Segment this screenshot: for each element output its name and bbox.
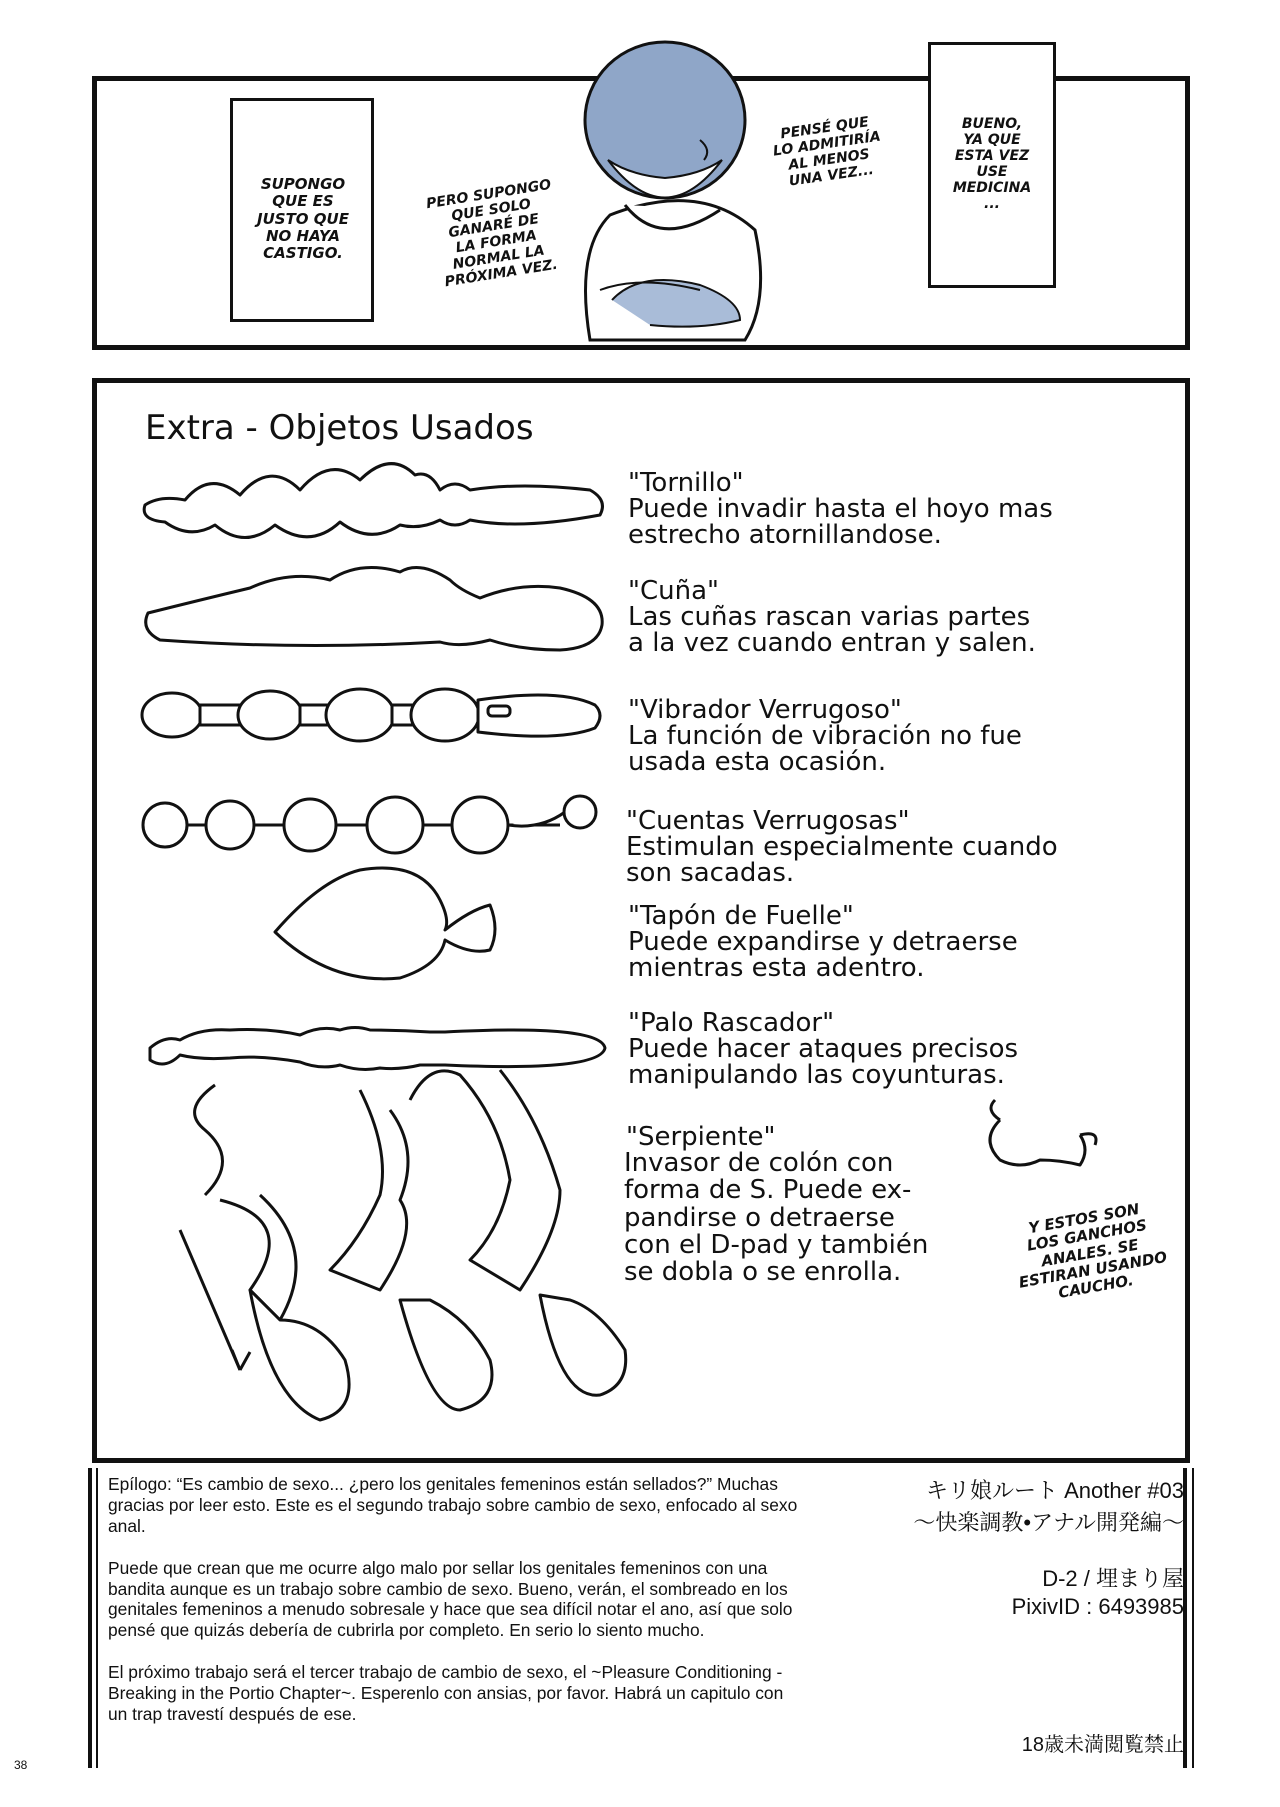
item-name-serpiente: "Serpiente"	[626, 1122, 776, 1152]
epilogue-paragraph-3: El próximo trabajo será el tercer trabajo de cambio de sexo, el ~Pleasure Conditioning - Breaking in the Portio Chapter~. Esperenlo con ansias, por favor. Habrá un capitulo con un trap travestí después de ese.	[108, 1662, 784, 1724]
pixiv-id: PixivID : 6493985	[1011, 1594, 1184, 1619]
caption-text-3: PENSÉ QUE LO ADMITIRÍA AL MENOS UNA VEZ...	[772, 114, 882, 190]
book-title-line-2: 〜快楽調教•アナル開発編〜	[913, 1510, 1184, 1535]
book-title-line-1: キリ娘ルート Another #03	[926, 1478, 1184, 1503]
footer-rule-left	[88, 1468, 92, 1768]
circle-name: D-2 / 埋まり屋	[1042, 1566, 1184, 1591]
age-rating: 18歳未満閲覧禁止	[1021, 1734, 1184, 1756]
item-desc-vibrador: La función de vibración no fue usada esta ocasión.	[628, 721, 1022, 777]
item-desc-palo: Puede hacer ataques precisos manipulando las coyunturas.	[628, 1034, 1019, 1090]
item-name-cuna: "Cuña"	[628, 576, 719, 606]
hooks-note: Y ESTOS SON LOS GANCHOS ANALES. SE ESTIRAN USANDO CAUCHO.	[1017, 1199, 1169, 1302]
item-name-palo: "Palo Rascador"	[628, 1008, 835, 1038]
caption-text-1: SUPONGO QUE ES JUSTO QUE NO HAYA CASTIGO.	[257, 175, 349, 262]
footer-rule-left-inner	[96, 1468, 98, 1768]
item-name-tornillo: "Tornillo"	[628, 468, 744, 498]
footer-rule-right-inner	[1192, 1468, 1194, 1768]
caption-text-4: BUENO, YA QUE ESTA VEZ USE MEDICINA ...	[952, 116, 1032, 213]
epilogue-paragraph-2: Puede que crean que me ocurre algo malo por sellar los genitales femeninos con una bandita aunque es un trabajo sobre cambio de sexo. Bueno, verán, el sombreado en los genitales femeninos a menudo sobresale y hace que sea difícil notar el ano, así que solo pensé que quizás debería de cubrirla por completo. En serio lo siento mucho.	[108, 1557, 793, 1641]
item-desc-tapon: Puede expandirse y detraerse mientras esta adentro.	[628, 927, 1018, 983]
item-desc-tornillo: Puede invadir hasta el hoyo mas estrecho atornillandose.	[628, 494, 1053, 550]
page-number: 38	[14, 1758, 28, 1772]
item-name-vibrador: "Vibrador Verrugoso"	[628, 695, 902, 725]
caption-text-2: PERO SUPONGO QUE SOLO GANARÉ DE LA FORMA NORMAL LA PRÓXIMA VEZ.	[425, 176, 559, 291]
item-desc-cuna: Las cuñas rascan varias partes a la vez cuando entran y salen.	[628, 602, 1036, 658]
item-name-cuentas: "Cuentas Verrugosas"	[626, 806, 910, 836]
item-desc-cuentas: Estimulan especialmente cuando son sacadas.	[626, 832, 1058, 888]
epilogue-paragraph-1: Epílogo: “Es cambio de sexo... ¿pero los genitales femeninos están sellados?” Muchas gracias por leer esto. Este es el segundo trabajo sobre cambio de sexo, enfocado al sexo anal.	[108, 1474, 798, 1536]
item-desc-serpiente: Invasor de colón con forma de S. Puede ex- pandirse o detraerse con el D-pad y también se dobla o se enrolla.	[624, 1148, 929, 1288]
extra-title: Extra - Objetos Usados	[145, 408, 534, 448]
item-name-tapon: "Tapón de Fuelle"	[628, 901, 854, 931]
epilogue-text	[108, 1474, 798, 1746]
